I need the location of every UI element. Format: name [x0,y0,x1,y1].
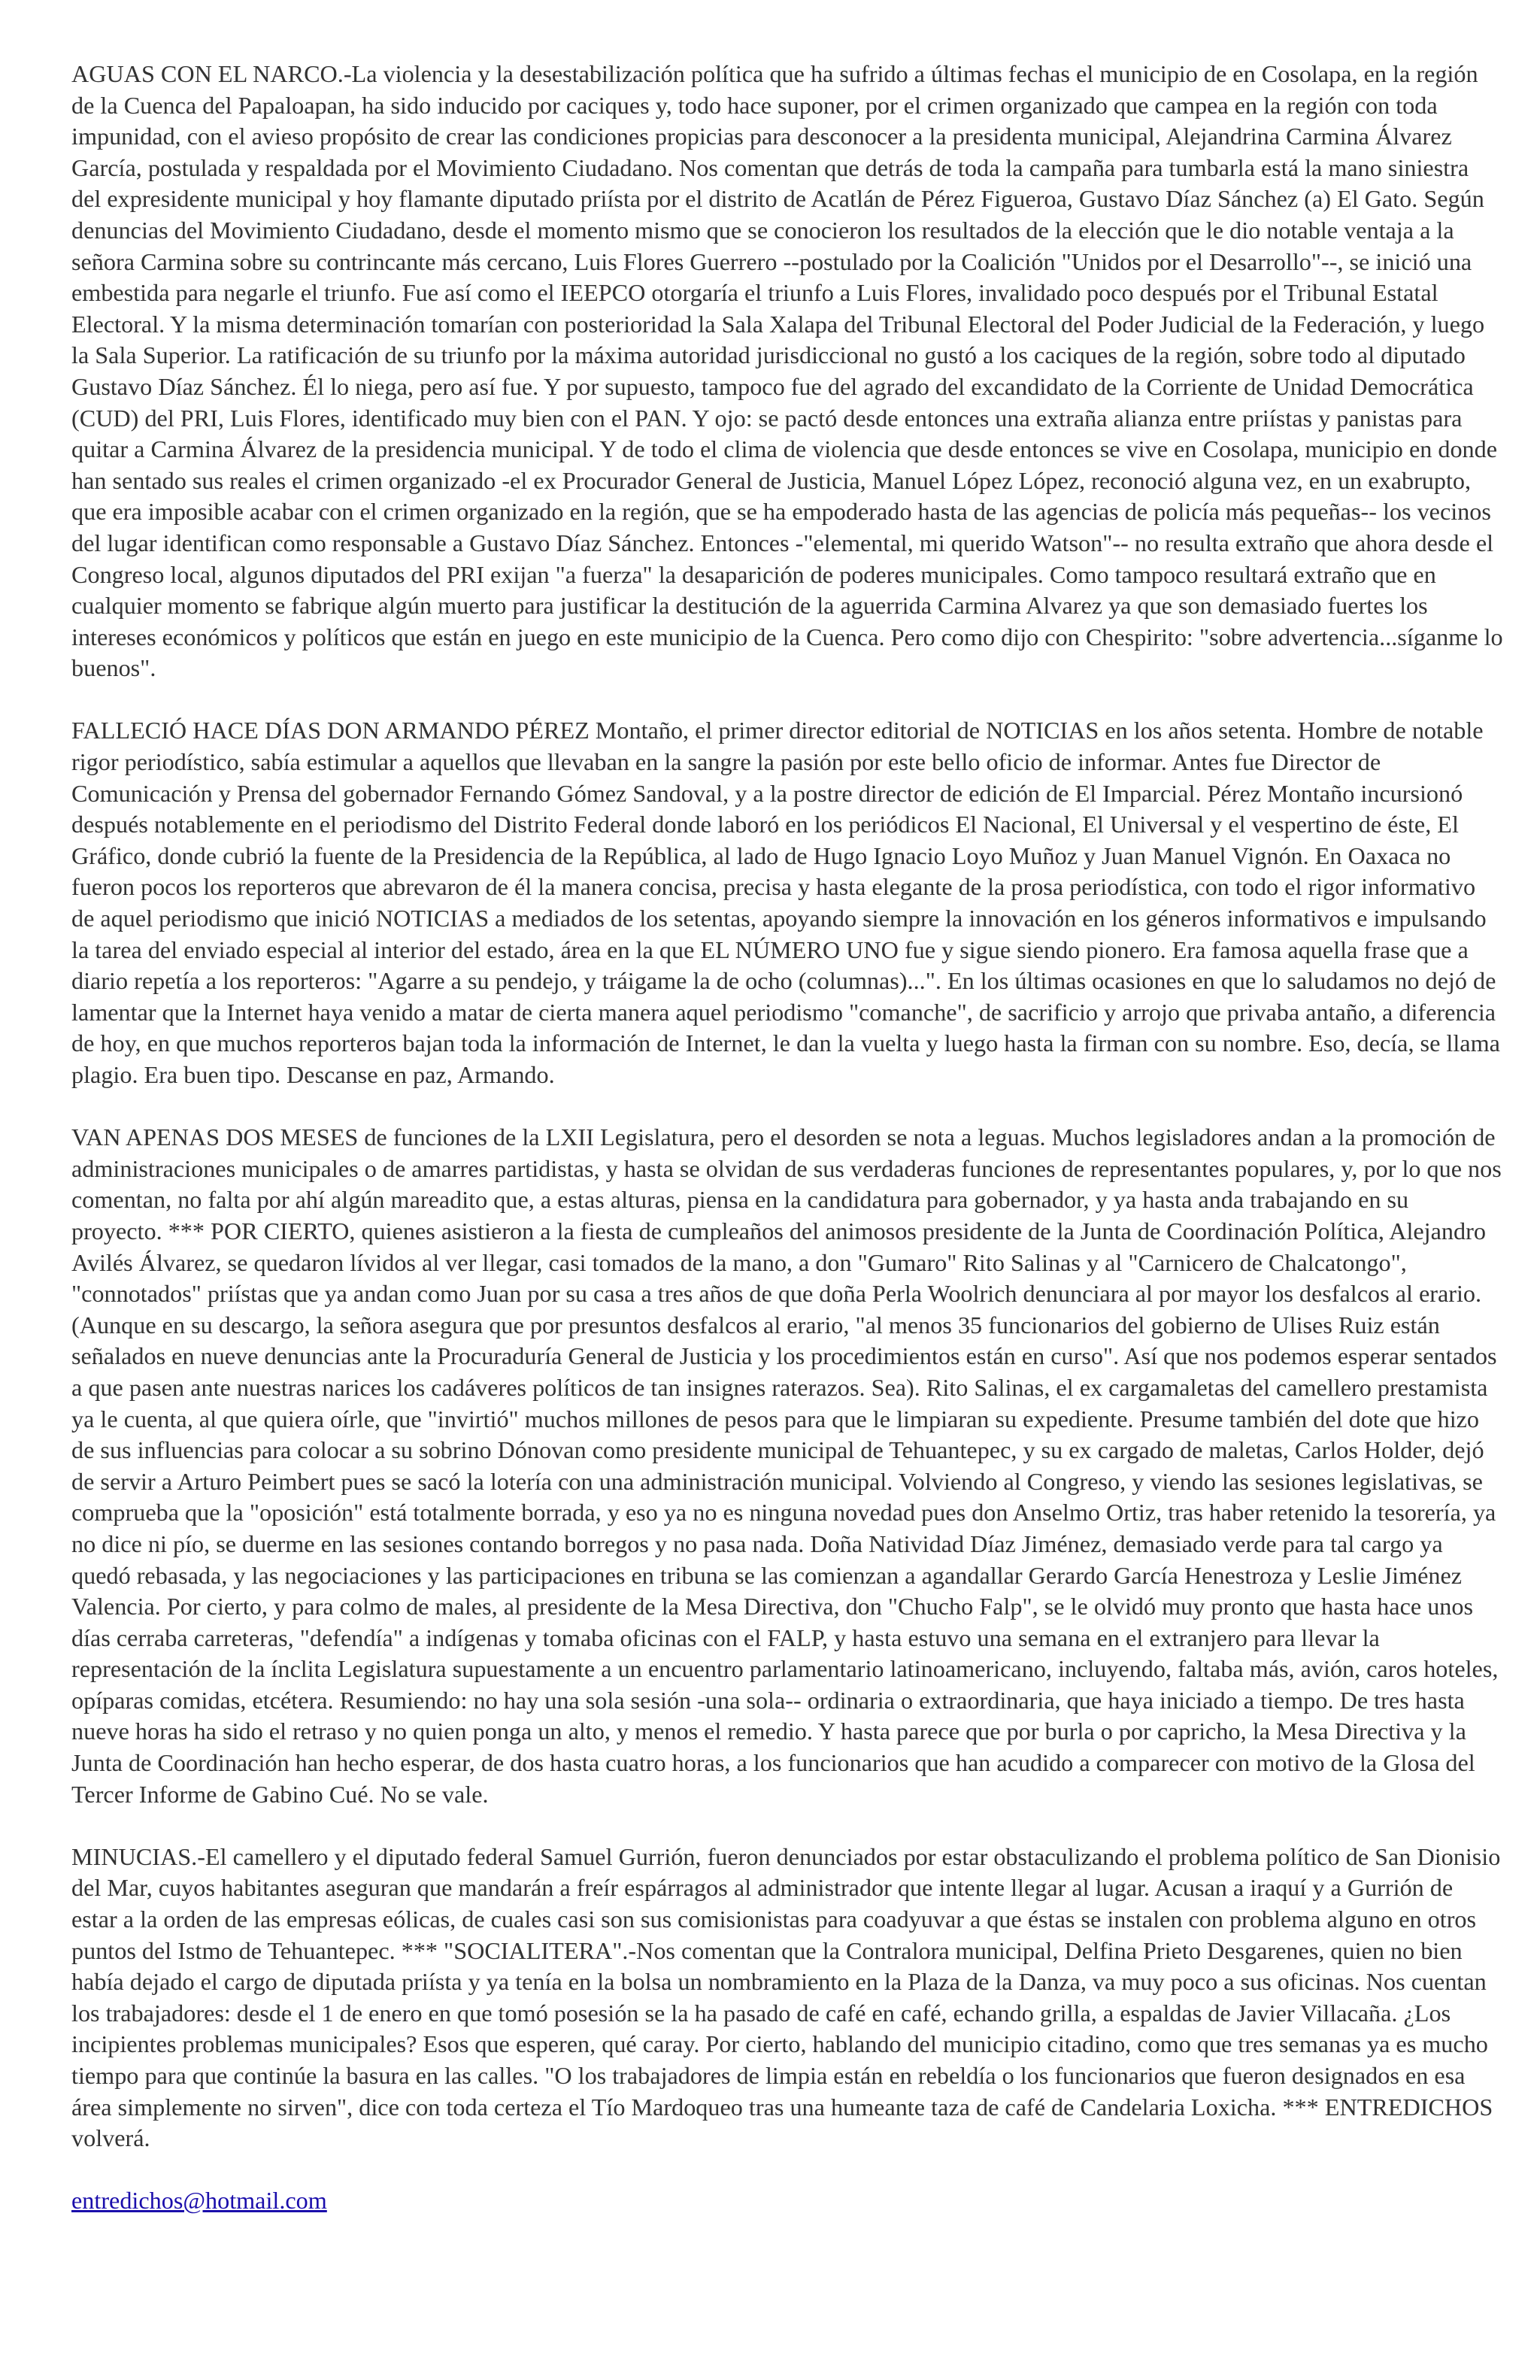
paragraph-van-apenas-dos-meses: VAN APENAS DOS MESES de funciones de la LXII Legislatura, pero el desorden se nota a leguas. Muchos legisladores andan a la promoción de administraciones municipales o de amarres partidistas, y hasta se olvidan de sus verdaderas funciones de representantes populares, y, por lo que nos comentan, no falta por ahí algún mareadito que, a estas alturas, piensa en la candidatura para gobernador, y ya hasta anda trabajando en su proyecto. *** POR CIERTO, quienes asistieron a la fiesta de cumpleaños del animosos presidente de la Junta de Coordinación Política, Alejandro Avilés Álvarez, se quedaron lívidos al ver llegar, casi tomados de la mano, a don "Gumaro" Rito Salinas y al "Carnicero de Chalcatongo", "connotados" priístas que ya andan como Juan por su casa a tres años de que doña Perla Woolrich denunciara al por mayor los desfalcos al erario. (Aunque en su descargo, la señora asegura que por presuntos desfalcos al erario, "al menos 35 funcionarios del gobierno de Ulises Ruiz están señalados en nueve denuncias ante la Procuraduría General de Justicia y los procedimientos están en curso". Así que nos podemos esperar sentados a que pasen ante nuestras narices los cadáveres políticos de tan insignes raterazos. Sea). Rito Salinas, el ex cargamaletas del camellero prestamista ya le cuenta, al que quiera oírle, que "invirtió" muchos millones de pesos para que le limpiaran su expediente. Presume también del dote que hizo de sus influencias para colocar a su sobrino Dónovan como presidente municipal de Tehuantepec, y su ex cargado de maletas, Carlos Holder, dejó de servir a Arturo Peimbert pues se sacó la lotería con una administración municipal. Volviendo al Congreso, y viendo las sesiones legislativas, se comprueba que la "oposición" está totalmente borrada, y eso ya no es ninguna novedad pues don Anselmo Ortiz, tras haber retenido la tesorería, ya no dice ni pío, se duerme en las sesiones contando borregos y no pasa nada. Doña Natividad Díaz Jiménez, demasiado verde para tal cargo ya quedó rebasada, y las negociaciones y las participaciones en tribuna se las comienzan a agandallar Gerardo García Henestroza y Leslie Jiménez Valencia. Por cierto, y para colmo de males, al presidente de la Mesa Directiva, don "Chucho Falp", se le olvidó muy pronto que hasta hace unos días cerraba carreteras, "defendía" a indígenas y tomaba oficinas con el FALP, y hasta estuvo una semana en el extranjero para llevar la representación de la ínclita Legislatura supuestamente a un encuentro parlamentario latinoamericano, incluyendo, faltaba más, avión, caros hoteles, opíparas comidas, etcétera. Resumiendo: no hay una sola sesión -una sola-- ordinaria o extraordinaria, que haya iniciado a tiempo. De tres hasta nueve horas ha sido el retraso y no quien ponga un alto, y menos el remedio. Y hasta parece que por burla o por capricho, la Mesa Directiva y la Junta de Coordinación han hecho esperar, de dos hasta cuatro horas, a los funcionarios que han acudido a comparecer con motivo de la Glosa del Tercer Informe de Gabino Cué. No se vale. [71,1123,1502,1808]
paragraph-fallecio-armando-perez: FALLECIÓ HACE DÍAS DON ARMANDO PÉREZ Montaño, el primer director editorial de NOTICIAS en los años setenta. Hombre de notable rigor periodístico, sabía estimular a aquellos que llevaban en la sangre la pasión por este bello oficio de informar. Antes fue Director de Comunicación y Prensa del gobernador Fernando Gómez Sandoval, y a la postre director de edición de El Imparcial. Pérez Montaño incursionó después notablemente en el periodismo del Distrito Federal donde laboró en los periódicos El Nacional, El Universal y el vespertino de éste, El Gráfico, donde cubrió la fuente de la Presidencia de la República, al lado de Hugo Ignacio Loyo Muñoz y Juan Manuel Vignón. En Oaxaca no fueron pocos los reporteros que abrevaron de él la manera concisa, precisa y hasta elegante de la prosa periodística, con todo el rigor informativo de aquel periodismo que inició NOTICIAS a mediados de los setentas, apoyando siempre la innovación en los géneros informativos e impulsando la tarea del enviado especial al interior del estado, área en la que EL NÚMERO UNO fue y sigue siendo pionero. Era famosa aquella frase que a diario repetía a los reporteros: "Agarre a su pendejo, y tráigame la de ocho (columnas)...". En los últimas ocasiones en que lo saludamos no dejó de lamentar que la Internet haya venido a matar de cierta manera aquel periodismo "comanche", de sacrificio y arrojo que privaba antaño, a diferencia de hoy, en que muchos reporteros bajan toda la información de Internet, le dan la vuelta y luego hasta la firman con su nombre. Eso, decía, se llama plagio. Era buen tipo. Descanse en paz, Armando. [71,717,1500,1088]
paragraph-aguas-con-el-narco: AGUAS CON EL NARCO.-La violencia y la desestabilización política que ha sufrido a últimas fechas el municipio de en Cosolapa, en la región de la Cuenca del Papaloapan, ha sido inducido por caciques y, todo hace suponer, por el crimen organizado que campea en la región con toda impunidad, con el avieso propósito de crear las condiciones propicias para desconocer a la presidenta municipal, Alejandrina Carmina Álvarez García, postulada y respaldada por el Movimiento Ciudadano. Nos comentan que detrás de toda la campaña para tumbarla está la mano siniestra del expresidente municipal y hoy flamante diputado priísta por el distrito de Acatlán de Pérez Figueroa, Gustavo Díaz Sánchez (a) El Gato. Según denuncias del Movimiento Ciudadano, desde el momento mismo que se conocieron los resultados de la elección que le dio notable ventaja a la señora Carmina sobre su contrincante más cercano, Luis Flores Guerrero --postulado por la Coalición "Unidos por el Desarrollo"--, se inició una embestida para negarle el triunfo. Fue así como el IEEPCO otorgaría el triunfo a Luis Flores, invalidado poco después por el Tribunal Estatal Electoral. Y la misma determinación tomarían con posterioridad la Sala Xalapa del Tribunal Electoral del Poder Judicial de la Federación, y luego la Sala Superior. La ratificación de su triunfo por la máxima autoridad jurisdiccional no gustó a los caciques de la región, sobre todo al diputado Gustavo Díaz Sánchez. Él lo niega, pero así fue. Y por supuesto, tampoco fue del agrado del excandidato de la Corriente de Unidad Democrática (CUD) del PRI, Luis Flores, identificado muy bien con el PAN. Y ojo: se pactó desde entonces una extraña alianza entre priístas y panistas para quitar a Carmina Álvarez de la presidencia municipal. Y de todo el clima de violencia que desde entonces se vive en Cosolapa, municipio en donde han sentado sus reales el crimen organizado -el ex Procurador General de Justicia, Manuel López López, reconoció alguna vez, en un exabrupto, que era imposible acabar con el crimen organizado en la región, que se ha empoderado hasta de las agencias de policía más pequeñas-- los vecinos del lugar identifican como responsable a Gustavo Díaz Sánchez. Entonces -"elemental, mi querido Watson"-- no resulta extraño que ahora desde el Congreso local, algunos diputados del PRI exijan "a fuerza" la desaparición de poderes municipales. Como tampoco resultará extraño que en cualquier momento se fabrique algún muerto para justificar la destitución de la aguerrida Carmina Alvarez ya que son demasiado fuertes los intereses económicos y políticos que están en juego en este municipio de la Cuenca. Pero como dijo con Chespirito: "sobre advertencia...síganme lo buenos". [71,60,1503,682]
email-link[interactable]: entredichos@hotmail.com [71,2187,327,2215]
paragraph-minucias: MINUCIAS.-El camellero y el diputado federal Samuel Gurrión, fueron denunciados por estar obstaculizando el problema político de San Dionisio del Mar, cuyos habitantes aseguran que mandarán a freír espárragos al administrador que intente llegar al lugar. Acusan a iraquí y a Gurrión de estar a la orden de las empresas eólicas, de cuales casi son sus comisionistas para coadyuvar a que éstas se instalen con problema alguno en otros puntos del Istmo de Tehuantepec. *** "SOCIALITERA".-Nos comentan que la Contralora municipal, Delfina Prieto Desgarenes, quien no bien había dejado el cargo de diputada priísta y ya tenía en la bolsa un nombramiento en la Plaza de la Danza, va muy poco a sus oficinas. Nos cuentan los trabajadores: desde el 1 de enero en que tomó posesión se la ha pasado de café en café, echando grilla, a espaldas de Javier Villacaña. ¿Los incipientes problemas municipales? Esos que esperen, qué caray. Por cierto, hablando del municipio citadino, como que tres semanas ya es mucho tiempo para que continúe la basura en las calles. "O los trabajadores de limpia están en rebeldía o los funcionarios que fueron designados en esa área simplemente no sirven", dice con toda certeza el Tío Mardoqueo tras una humeante taza de café de Candelaria Loxicha. *** ENTREDICHOS volverá. [71,1842,1501,2152]
column-article [71,59,1504,2217]
